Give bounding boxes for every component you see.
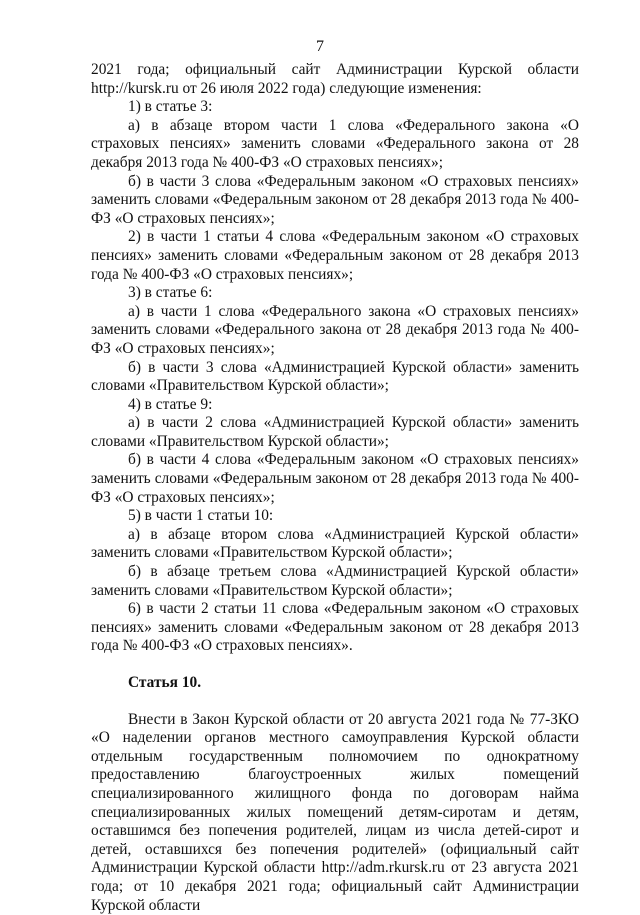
paragraph-item-5b: б) в абзаце третьем слова «Администрацией Курской области» заменить словами «Правительством Курской области»; — [91, 563, 579, 599]
paragraph-item-3: 3) в статье 6: — [128, 284, 213, 302]
paragraph-continuation: 2021 года; официальный сайт Администрации Курской области http://kursk.ru от 26 июля 2022 года) следующие изменения: — [91, 61, 579, 97]
paragraph-item-4b: б) в части 4 слова «Федеральным законом «О страховых пенсиях» заменить словами «Федеральным законом от 28 декабря 2013 года № 400-ФЗ «О страховых пенсиях»; — [91, 451, 579, 506]
article-text: Внести в Закон Курской области от 20 августа 2021 года № 77-ЗКО «О наделении органов местного самоуправления Курской области отдельным государственным полномочием по однократному предоставлению благоустроенных жилых помещений специализированного жилищного фонда по договорам найма специализированных жилых помещений детям-сиротам и детям, оставшимся без попечения родителей, лицам из числа детей-сирот и детей, оставшихся без попечения родителей» (официальный сайт Администрации Курской области http://adm.rkursk.ru от 23 августа 2021 года; от 10 декабря 2021 года; официальный сайт Администрации Курской области — [91, 710, 579, 914]
paragraph-item-2: 2) в части 1 статьи 4 слова «Федеральным законом «О страховых пенсиях» заменить словами «Федеральным законом от 28 декабря 2013 года № 400-ФЗ «О страховых пенсиях»; — [91, 228, 579, 283]
paragraph-item-3b: б) в части 3 слова «Администрацией Курской области» заменить словами «Правительством Курской области»; — [91, 358, 579, 395]
paragraph-item-1a: а) в абзаце втором части 1 слова «Федерального закона «О страховых пенсиях» заменить словами «Федерального закона от 28 декабря 2013 года № 400-ФЗ «О страховых пенсиях»; — [91, 116, 579, 171]
paragraph-item-3a: а) в части 1 слова «Федерального закона «О страховых пенсиях» заменить словами «Федерального закона от 28 декабря 2013 года № 400-ФЗ «О страховых пенсиях»; — [91, 302, 579, 357]
document-body — [91, 61, 579, 915]
article-title: Статья 10. — [128, 674, 202, 691]
paragraph-item-1b: б) в части 3 слова «Федеральным законом «О страховых пенсиях» заменить словами «Федеральным законом от 28 декабря 2013 года № 400-ФЗ «О страховых пенсиях»; — [91, 172, 579, 227]
paragraph-item-5: 5) в части 1 статьи 10: — [128, 507, 274, 525]
paragraph-item-4a: а) в части 2 слова «Администрацией Курской области» заменить словами «Правительством Курской области»; — [91, 414, 579, 450]
paragraph-item-4: 4) в статье 9: — [128, 395, 213, 413]
paragraph-item-5a: а) в абзаце втором слова «Администрацией Курской области» заменить словами «Правительством Курской области»; — [91, 525, 579, 562]
paragraph-item-6: 6) в части 2 статьи 11 слова «Федеральным законом «О страховых пенсиях» заменить словами «Федеральным законом от 28 декабря 2013 года № 400-ФЗ «О страховых пенсиях». — [91, 600, 579, 655]
page-number: 7 — [316, 38, 324, 55]
paragraph-item-1: 1) в статье 3: — [128, 98, 213, 116]
